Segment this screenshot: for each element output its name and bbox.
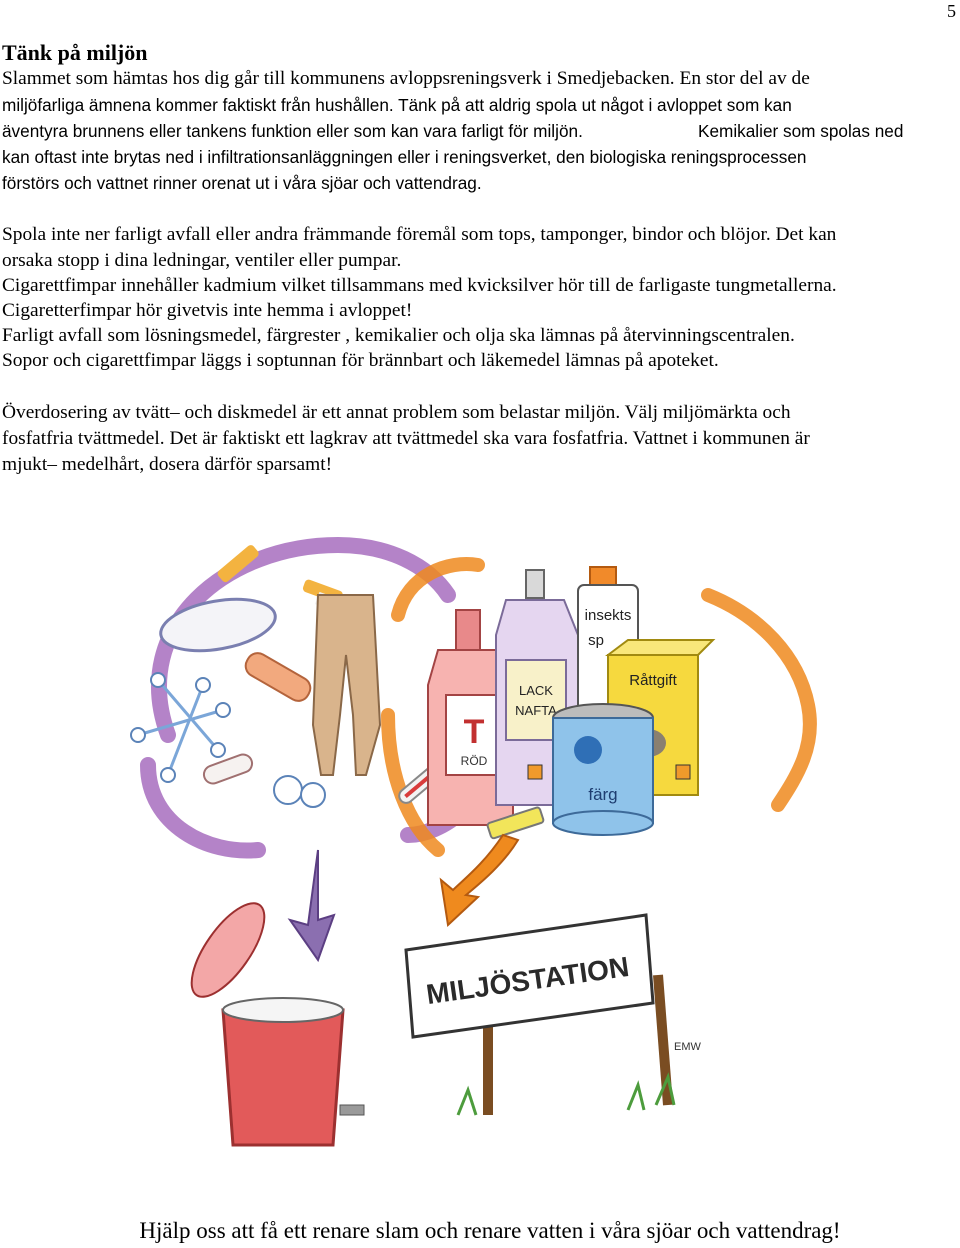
paragraph-line: Cigarettfimpar innehåller kadmium vilket tillsammans med kvicksilver hör till de farligaste tungmetallerna. — [2, 275, 837, 296]
svg-text:T: T — [463, 713, 485, 751]
svg-text:MILJÖSTATION: MILJÖSTATION — [424, 950, 631, 1011]
paragraph-line: orsaka stopp i dina ledningar, ventiler eller pumpar. — [2, 250, 402, 271]
paragraph-line: fosfatfria tvättmedel. Det är faktiskt ett lagkrav att tvättmedel ska vara fosfatfria. Vattnet i kommunen är — [2, 428, 810, 449]
paragraph-line: Kemikalier som spolas ned — [698, 121, 904, 141]
paragraph-line: Spola inte ner farligt avfall eller andra främmande föremål som tops, tamponger, bindor och blöjor. Det kan — [2, 224, 837, 245]
svg-text:RÖD: RÖD — [460, 754, 488, 768]
down-arrow-icon — [441, 835, 518, 925]
paragraph-line: Överdosering av tvätt– och diskmedel är ett annat problem som belastar miljön. Välj miljömärkta och — [2, 402, 791, 423]
trash-bin-icon — [178, 892, 364, 1145]
plaster-icon — [242, 649, 315, 705]
paragraph-line: Farligt avfall som lösningsmedel, färgrester , kemikalier och olja ska lämnas på återvinningscentralen. — [2, 325, 795, 346]
footer-slogan: Hjälp oss att få ett renare slam och renare vatten i våra sjöar och vattendrag! — [139, 1218, 841, 1243]
svg-text:sp: sp — [588, 632, 604, 649]
svg-text:färg: färg — [588, 785, 618, 804]
svg-text:insekts: insekts — [584, 607, 632, 624]
tampon-icon — [201, 752, 254, 786]
paragraph-line: Sopor och cigarettfimpar läggs i soptunnan för brännbart och läkemedel lämnas på apoteket. — [2, 350, 719, 371]
paragraph-line: äventyra brunnens eller tankens funktion eller som kan vara farligt för miljön. — [2, 121, 583, 141]
sanitary-pad-icon — [157, 591, 280, 658]
svg-text:LACK: LACK — [519, 683, 553, 698]
paragraph-line: miljöfarliga ämnena kommer faktiskt från hushållen. Tänk på att aldrig spola ut något i avloppet som kan — [2, 95, 792, 115]
page-number: 5 — [947, 1, 956, 21]
waste-sorting-illustration — [108, 505, 860, 1175]
paint-can-icon — [553, 704, 653, 835]
svg-text:Råttgift: Råttgift — [629, 672, 677, 689]
svg-text:NAFTA: NAFTA — [515, 703, 557, 718]
paragraph-line: mjukt– medelhårt, dosera därför sparsamt! — [2, 454, 333, 475]
down-arrow-icon — [290, 850, 334, 960]
page-title: Tänk på miljön — [2, 40, 148, 65]
paragraph-line: Cigaretterfimpar hör givetvis inte hemma i avloppet! — [2, 300, 413, 321]
orange-swirl — [708, 595, 810, 805]
miljostation-sign-icon — [406, 915, 674, 1115]
paragraph-line: förstörs och vattnet rinner orenat ut i våra sjöar och vattendrag. — [2, 173, 482, 193]
artist-signature: EMW — [674, 1041, 701, 1053]
paragraph-line: kan oftast inte brytas ned i infiltrationsanläggningen eller i reningsverket, den biologiska reningsprocessen — [2, 147, 807, 167]
tights-icon — [313, 595, 380, 775]
paragraph-line: Slammet som hämtas hos dig går till kommunens avloppsreningsverk i Smedjebacken. En stor del av de — [2, 68, 810, 89]
